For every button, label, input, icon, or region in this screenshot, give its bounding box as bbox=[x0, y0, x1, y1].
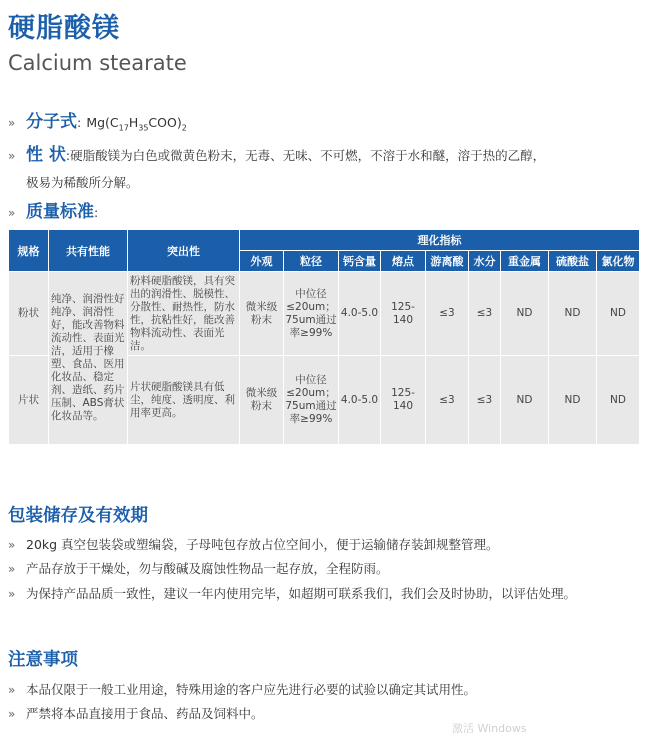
spec-table bbox=[8, 229, 640, 445]
header-sulfate: 硫酸盐 bbox=[549, 251, 597, 272]
list-item: » 为保持产品品质一致性，建议一年内使用完毕，如超期可联系我们，我们会及时协助，以评估处理。 bbox=[8, 586, 577, 601]
watermark: 激活 Windows bbox=[452, 722, 527, 735]
cell-spec: 粉状 bbox=[9, 272, 49, 356]
page-subtitle-english: Calcium stearate bbox=[8, 51, 187, 75]
header-common: 共有性能 bbox=[49, 230, 128, 272]
list-item: » 产品存放于干燥处，勿与酸碱及腐蚀性物品一起存放，全程防雨。 bbox=[8, 561, 389, 576]
cell-spec: 片状 bbox=[9, 356, 49, 445]
cell-heavy-metal: ND bbox=[501, 356, 549, 445]
header-calcium: 钙含量 bbox=[339, 251, 381, 272]
cell-melting: 125-140 bbox=[381, 356, 426, 445]
notes-heading: 注意事项 bbox=[8, 650, 78, 670]
cell-heavy-metal: ND bbox=[501, 272, 549, 356]
cell-melting: 125-140 bbox=[381, 272, 426, 356]
bullet-icon: » bbox=[8, 206, 16, 220]
table-row bbox=[9, 272, 640, 356]
header-chloride: 氯化物 bbox=[597, 251, 640, 272]
bullet-icon: » bbox=[8, 707, 16, 721]
packaging-heading: 包装储存及有效期 bbox=[8, 506, 148, 526]
header-heavy-metal: 重金属 bbox=[501, 251, 549, 272]
page-title: 硬脂酸镁 bbox=[8, 13, 120, 44]
cell-free-acid: ≤3 bbox=[426, 272, 469, 356]
properties-text: 硬脂酸镁为白色或微黄色粉末，无毒、无味、不可燃，不溶于水和醚，溶于热的乙醇， bbox=[70, 148, 546, 163]
properties-row: » 性 状:硬脂酸镁为白色或微黄色粉末，无毒、无味、不可燃，不溶于水和醚，溶于热的乙醇， bbox=[8, 145, 546, 165]
quality-standard-row: » 质量标准: bbox=[8, 202, 99, 222]
header-feature: 突出性 bbox=[128, 230, 240, 272]
molecular-formula-label: 分子式 bbox=[26, 112, 77, 132]
bullet-icon: » bbox=[8, 562, 16, 576]
properties-text-cont: 极易为稀酸所分解。 bbox=[26, 175, 139, 190]
bullet-icon: » bbox=[8, 683, 16, 697]
quality-standard-label: 质量标准 bbox=[26, 202, 94, 222]
list-item: » 严禁将本品直接用于食品、药品及饲料中。 bbox=[8, 706, 264, 721]
bullet-icon: » bbox=[8, 116, 16, 130]
cell-moisture: ≤3 bbox=[469, 356, 501, 445]
bullet-icon: » bbox=[8, 587, 16, 601]
header-free-acid: 游离酸 bbox=[426, 251, 469, 272]
properties-label: 性 状 bbox=[26, 145, 66, 165]
cell-calcium: 4.0-5.0 bbox=[339, 272, 381, 356]
cell-chloride: ND bbox=[597, 356, 640, 445]
header-particle: 粒径 bbox=[284, 251, 339, 272]
cell-appearance: 微米级粉末 bbox=[240, 356, 284, 445]
cell-feature: 片状硬脂酸镁具有低尘，纯度、透明度、利用率更高。 bbox=[128, 356, 240, 445]
cell-particle: 中位径≤20um；75um通过率≥99% bbox=[284, 356, 339, 445]
cell-moisture: ≤3 bbox=[469, 272, 501, 356]
header-spec: 规格 bbox=[9, 230, 49, 272]
header-moisture: 水分 bbox=[469, 251, 501, 272]
header-melting: 熔点 bbox=[381, 251, 426, 272]
header-appearance: 外观 bbox=[240, 251, 284, 272]
molecular-formula-row: » 分子式: $Mg(C_{17}H_{35}COO)_2$ bbox=[8, 112, 187, 133]
cell-sulfate: ND bbox=[549, 356, 597, 445]
bullet-icon: » bbox=[8, 149, 16, 163]
cell-calcium: 4.0-5.0 bbox=[339, 356, 381, 445]
cell-appearance: 微米级粉末 bbox=[240, 272, 284, 356]
molecular-formula-value: $Mg(C_{17}H_{35}COO)_2$ bbox=[86, 115, 187, 133]
cell-common: 纯净、润滑性好纯净、润滑性好，能改善物料流动性、表面光洁，适用于橡塑、食品、医用化妆品、稳定剂、造纸、药片压制、ABS膏状化妆品等。 bbox=[49, 272, 128, 445]
cell-sulfate: ND bbox=[549, 272, 597, 356]
cell-particle: 中位径≤20um；75um通过率≥99% bbox=[284, 272, 339, 356]
cell-feature: 粉料硬脂酸镁，具有突出的润滑性、脱模性、分散性、耐热性，防水性，抗粘性好，能改善物料流动性、表面光洁。 bbox=[128, 272, 240, 356]
cell-chloride: ND bbox=[597, 272, 640, 356]
list-item: » 本品仅限于一般工业用途，特殊用途的客户应先进行必要的试验以确定其试用性。 bbox=[8, 682, 477, 697]
cell-free-acid: ≤3 bbox=[426, 356, 469, 445]
header-physchem: 理化指标 bbox=[240, 230, 640, 251]
bullet-icon: » bbox=[8, 538, 16, 552]
list-item: » 20kg 真空包装袋或塑编袋，子母吨包存放占位空间小，便于运输储存装卸规整管理。 bbox=[8, 537, 499, 552]
